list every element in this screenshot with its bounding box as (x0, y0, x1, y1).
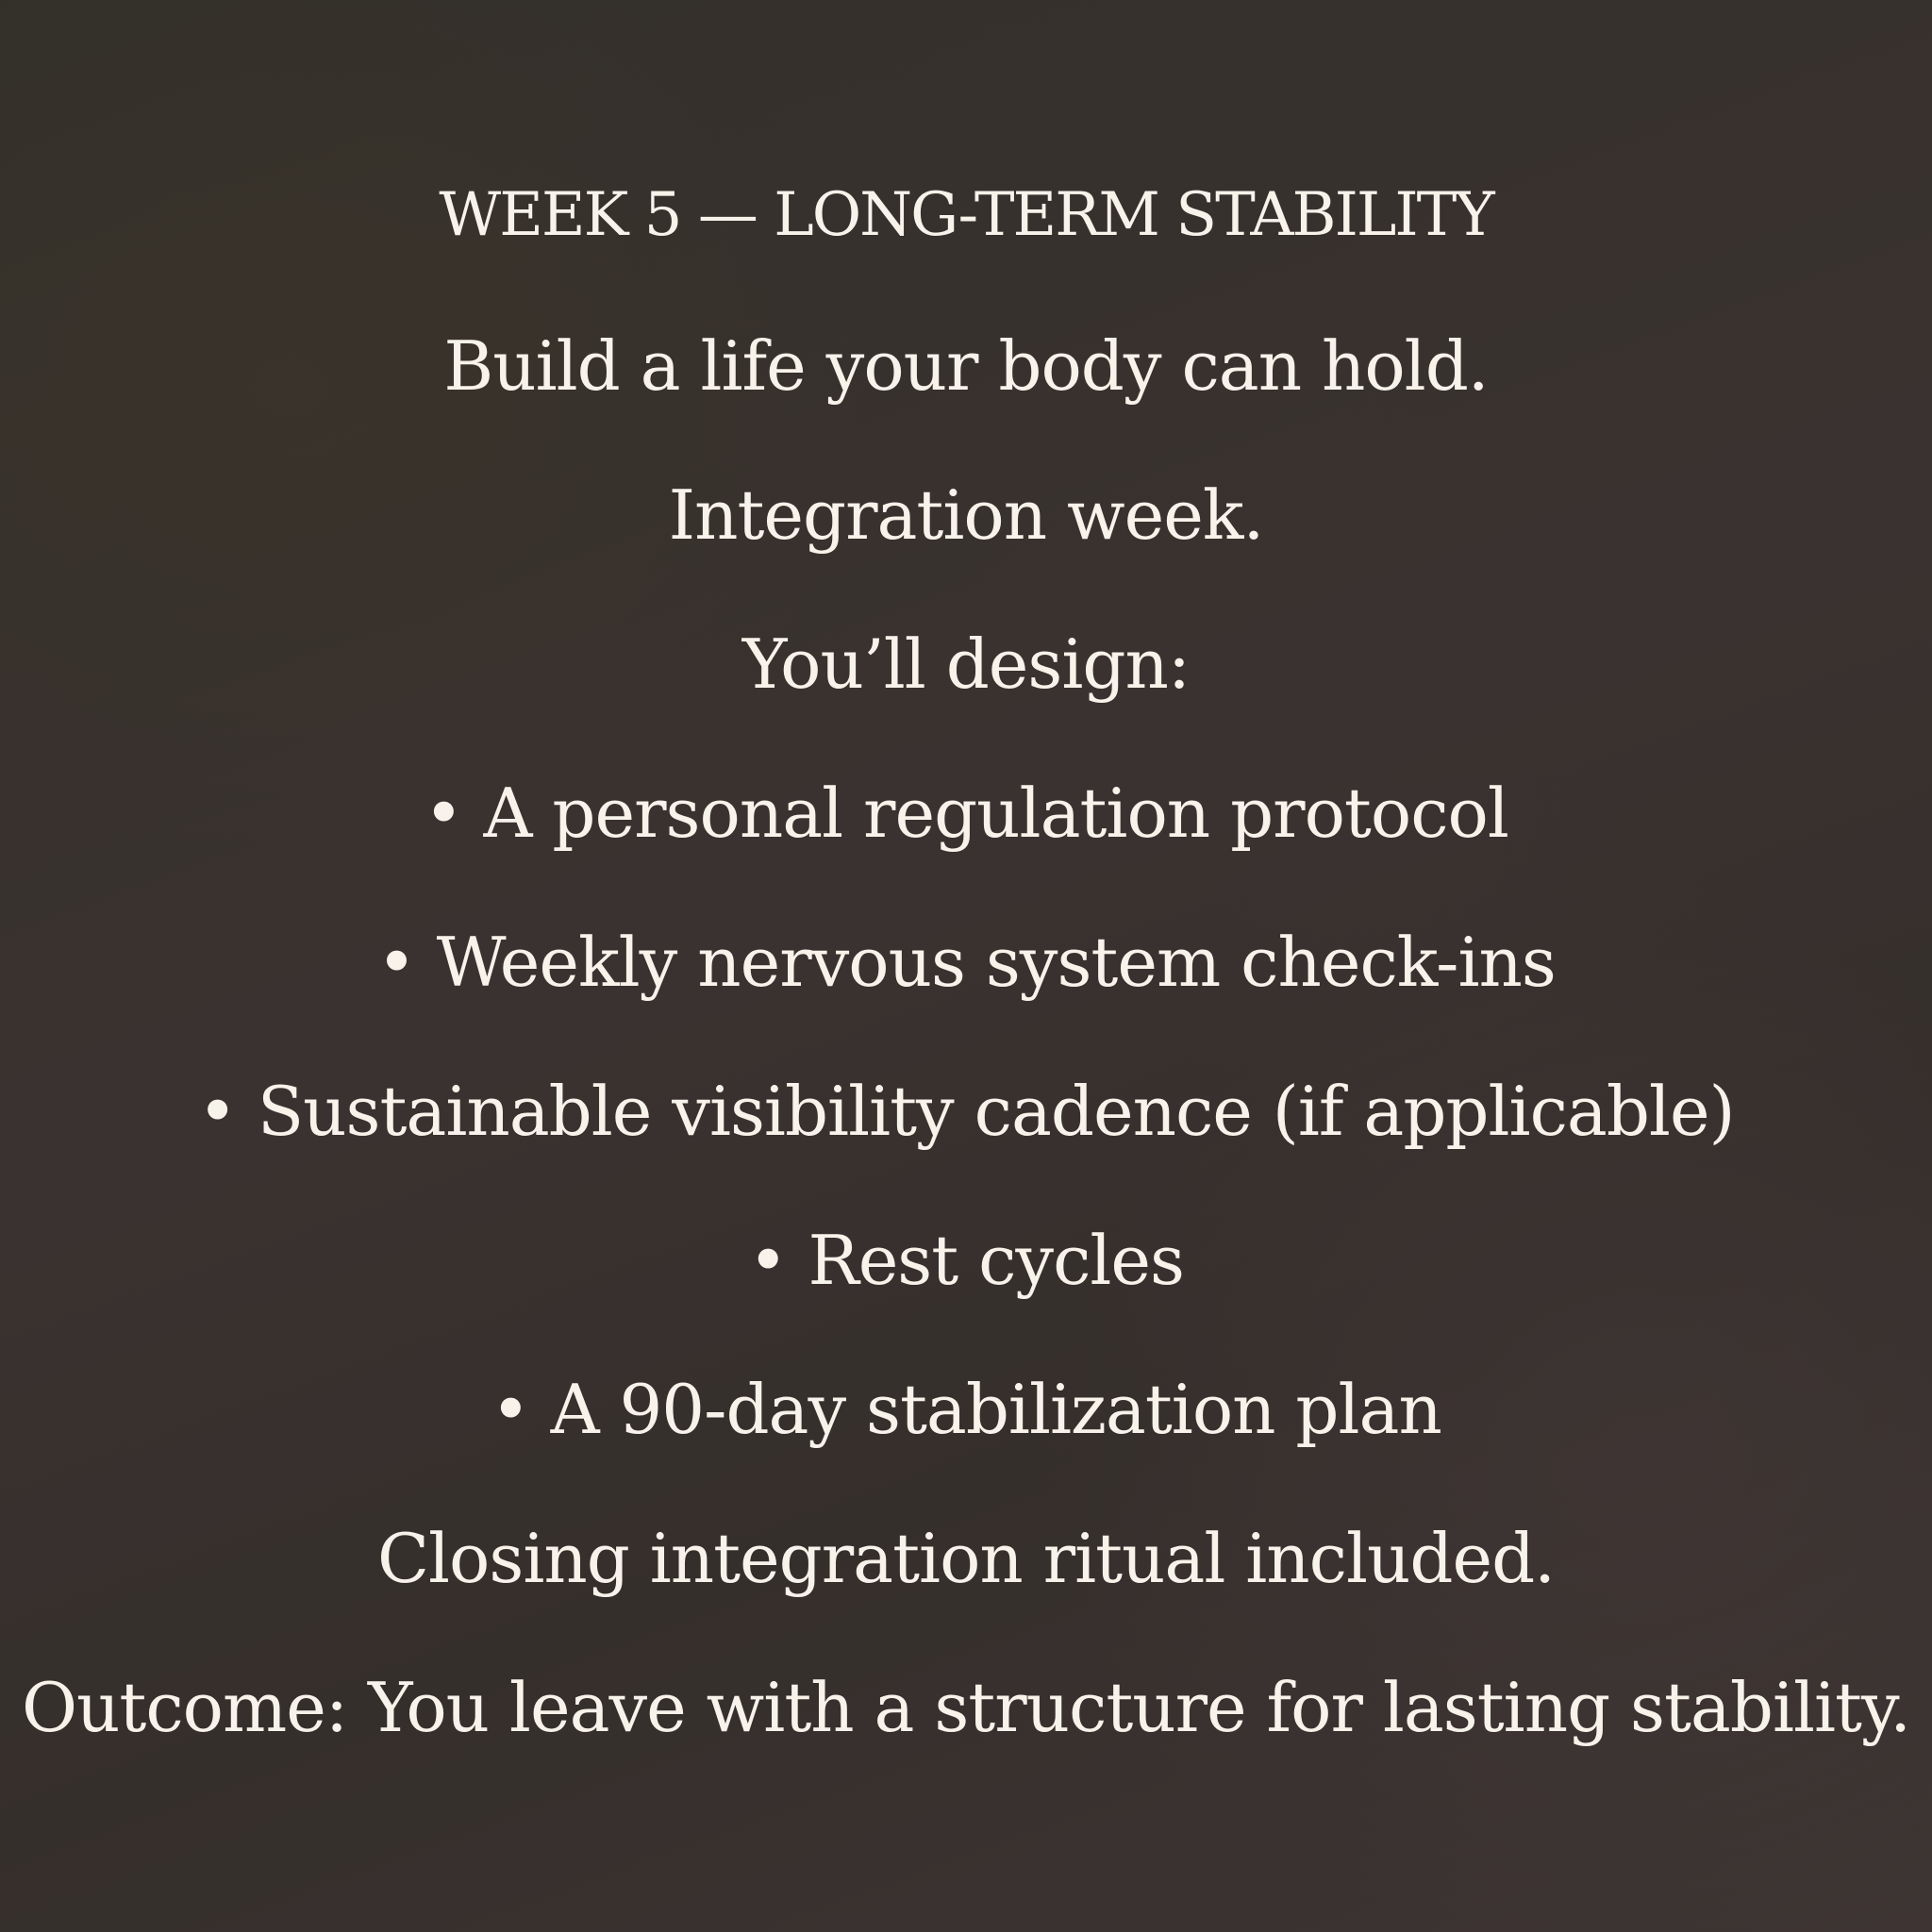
list-item (0, 1221, 1932, 1300)
list-item-label: A personal regulation protocol (483, 774, 1508, 853)
bullet-icon: • (197, 1072, 237, 1151)
list-item-label: Sustainable visibility cadence (if applicable) (257, 1072, 1735, 1151)
closing-text: Closing integration ritual included. (376, 1519, 1556, 1598)
list-intro: You’ll design: (741, 625, 1191, 704)
bullet-icon: • (748, 1221, 788, 1300)
outcome-text: Outcome: You leave with a structure for lasting stability. (22, 1668, 1910, 1747)
intro-text: Integration week. (668, 475, 1264, 555)
list-item (0, 923, 1932, 1002)
list-item-label: Weekly nervous system check-ins (436, 923, 1556, 1002)
bullet-icon: • (491, 1370, 530, 1449)
list-item-label: A 90-day stabilization plan (550, 1370, 1441, 1449)
list-item-label: Rest cycles (808, 1221, 1184, 1300)
week-heading: WEEK 5 — LONG-TERM STABILITY (439, 180, 1493, 250)
bullet-icon: • (376, 923, 416, 1002)
list-item (0, 774, 1932, 853)
list-item (0, 1072, 1932, 1151)
bullet-icon: • (424, 774, 463, 853)
list-item (0, 1370, 1932, 1449)
tagline: Build a life your body can hold. (443, 326, 1489, 406)
